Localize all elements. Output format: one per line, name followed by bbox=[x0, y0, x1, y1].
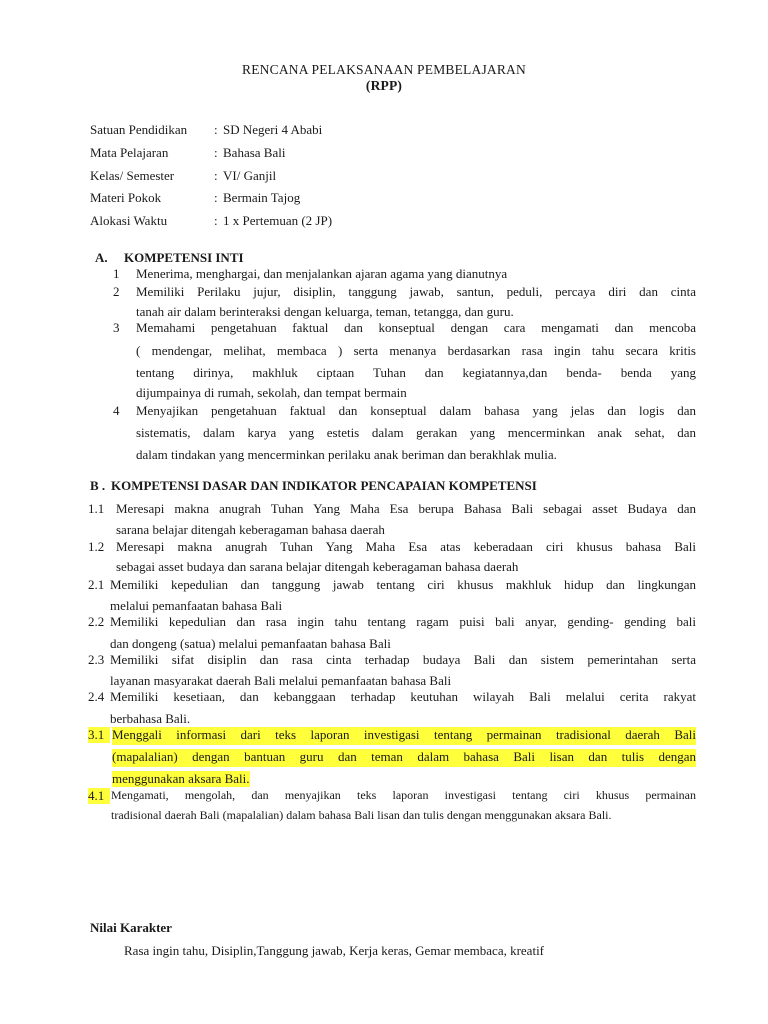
kd-item-line-highlighted: Menggali informasi dari teks laporan investigasi tentang permainan tradisional daerah Bali bbox=[112, 727, 696, 745]
ki-item-number: 3 bbox=[113, 320, 120, 335]
kd-item-line: Memiliki kesetiaan, dan kebanggaan terhadap keutuhan wilayah Bali melalui cerita rakyat bbox=[110, 689, 696, 704]
kd-item-number-highlighted: 4.1 bbox=[88, 788, 110, 804]
kd-item-line-highlighted: menggunakan aksara Bali. bbox=[112, 771, 250, 786]
identity-value: VI/ Ganjil bbox=[223, 168, 277, 183]
identity-sep: : bbox=[214, 213, 218, 228]
ki-item-line: Menyajikan pengetahuan faktual dan konseptual dalam bahasa yang jelas dan logis dan bbox=[136, 403, 696, 418]
identity-value: Bermain Tajog bbox=[223, 190, 301, 205]
nilai-karakter-heading: Nilai Karakter bbox=[90, 920, 172, 935]
identity-sep: : bbox=[214, 168, 218, 183]
kd-item-number: 2.1 bbox=[88, 577, 105, 592]
identity-sep: : bbox=[214, 190, 218, 205]
kd-item-line: tradisional daerah Bali (mapalalian) dalam bahasa Bali lisan dan tulis dengan menggunakan aksara Bali. bbox=[111, 808, 612, 822]
kd-item-line: Memiliki kepedulian dan tanggung jawab tentang ciri khusus makhluk hidup dan lingkungan bbox=[110, 577, 696, 592]
kd-item-line: Memiliki kepedulian dan rasa ingin tahu tentang ragam puisi bali anyar, gending- gending bali bbox=[110, 614, 696, 629]
kd-item-number-highlighted: 3.1 bbox=[88, 727, 110, 743]
kd-item-number: 1.1 bbox=[88, 501, 105, 516]
ki-item-line: Memiliki Perilaku jujur, disiplin, tanggung jawab, santun, peduli, percaya diri dan cinta bbox=[136, 284, 696, 299]
section-a-heading: KOMPETENSI INTI bbox=[124, 250, 244, 265]
kd-item-number: 2.4 bbox=[88, 689, 105, 704]
kd-item-line: berbahasa Bali. bbox=[110, 711, 191, 726]
document-subtitle: (RPP) bbox=[365, 78, 403, 93]
kd-item-line: dan dongeng (satua) melalui pemanfaatan bahasa Bali bbox=[110, 636, 391, 651]
kd-item-line: Mengamati, mengolah, dan menyajikan teks laporan investigasi tentang ciri khusus permainan bbox=[111, 788, 696, 802]
kd-item-number: 2.2 bbox=[88, 614, 105, 629]
identity-label: Satuan Pendidikan bbox=[90, 122, 188, 137]
identity-label: Kelas/ Semester bbox=[90, 168, 175, 183]
ki-item-line: Menerima, menghargai, dan menjalankan ajaran agama yang dianutnya bbox=[136, 266, 508, 281]
ki-item-line: tentang dirinya, makhluk ciptaan Tuhan dan kegiatannya,dan benda- benda yang bbox=[136, 365, 696, 380]
kd-item-line-highlighted: (mapalalian) dengan bantuan guru dan teman dalam bahasa Bali lisan dan tulis dengan bbox=[112, 749, 696, 767]
ki-item-line: sistematis, dalam karya yang estetis dalam gerakan yang mencerminkan anak sehat, dan bbox=[136, 425, 696, 440]
ki-item-number: 4 bbox=[113, 403, 120, 418]
ki-item-line: ( mendengar, melihat, membaca ) serta menanya berdasarkan rasa ingin tahu secara kritis bbox=[136, 343, 696, 358]
section-b-letter: B . bbox=[90, 478, 106, 493]
kd-item-number: 2.3 bbox=[88, 652, 105, 667]
section-b-heading: KOMPETENSI DASAR DAN INDIKATOR PENCAPAIAN KOMPETENSI bbox=[111, 478, 537, 493]
kd-item-line: Meresapi makna anugrah Tuhan Yang Maha Esa berupa Bahasa Bali sebagai asset Budaya dan bbox=[116, 501, 696, 516]
identity-value: Bahasa Bali bbox=[223, 145, 286, 160]
kd-item-number: 1.2 bbox=[88, 539, 105, 554]
kd-item-line: melalui pemanfaatan bahasa Bali bbox=[110, 598, 283, 613]
section-a-letter: A. bbox=[95, 250, 108, 265]
ki-item-number: 1 bbox=[113, 266, 120, 281]
identity-label: Mata Pelajaran bbox=[90, 145, 169, 160]
ki-item-number: 2 bbox=[113, 284, 120, 299]
identity-label: Alokasi Waktu bbox=[90, 213, 168, 228]
nilai-karakter-text: Rasa ingin tahu, Disiplin,Tanggung jawab, Kerja keras, Gemar membaca, kreatif bbox=[124, 943, 545, 958]
ki-item-line: Memahami pengetahuan faktual dan konseptual dengan cara mengamati dan mencoba bbox=[136, 320, 696, 335]
identity-value: 1 x Pertemuan (2 JP) bbox=[223, 213, 333, 228]
document-title: RENCANA PELAKSANAAN PEMBELAJARAN bbox=[242, 62, 526, 77]
kd-item-line: Meresapi makna anugrah Tuhan Yang Maha Esa atas keberadaan ciri khusus bahasa Bali bbox=[116, 539, 696, 554]
kd-item-line: sarana belajar ditengah keberagaman bahasa daerah bbox=[116, 522, 385, 537]
identity-sep: : bbox=[214, 145, 218, 160]
ki-item-line: dalam tindakan yang mencerminkan perilaku anak beriman dan berakhlak mulia. bbox=[136, 447, 557, 462]
kd-item-line: sebagai asset budaya dan sarana belajar ditengah keberagaman bahasa daerah bbox=[116, 559, 519, 574]
ki-item-line: dijumpainya di rumah, sekolah, dan tempat bermain bbox=[136, 385, 407, 400]
kd-item-line: layanan masyarakat daerah Bali melalui pemanfaatan bahasa Bali bbox=[110, 673, 452, 688]
identity-label: Materi Pokok bbox=[90, 190, 162, 205]
ki-item-line: tanah air dalam berinteraksi dengan keluarga, teman, tetangga, dan guru. bbox=[136, 304, 514, 319]
kd-item-line: Memiliki sifat disiplin dan rasa cinta terhadap budaya Bali dan sistem pemerintahan serta bbox=[110, 652, 696, 667]
identity-value: SD Negeri 4 Ababi bbox=[223, 122, 323, 137]
identity-sep: : bbox=[214, 122, 218, 137]
